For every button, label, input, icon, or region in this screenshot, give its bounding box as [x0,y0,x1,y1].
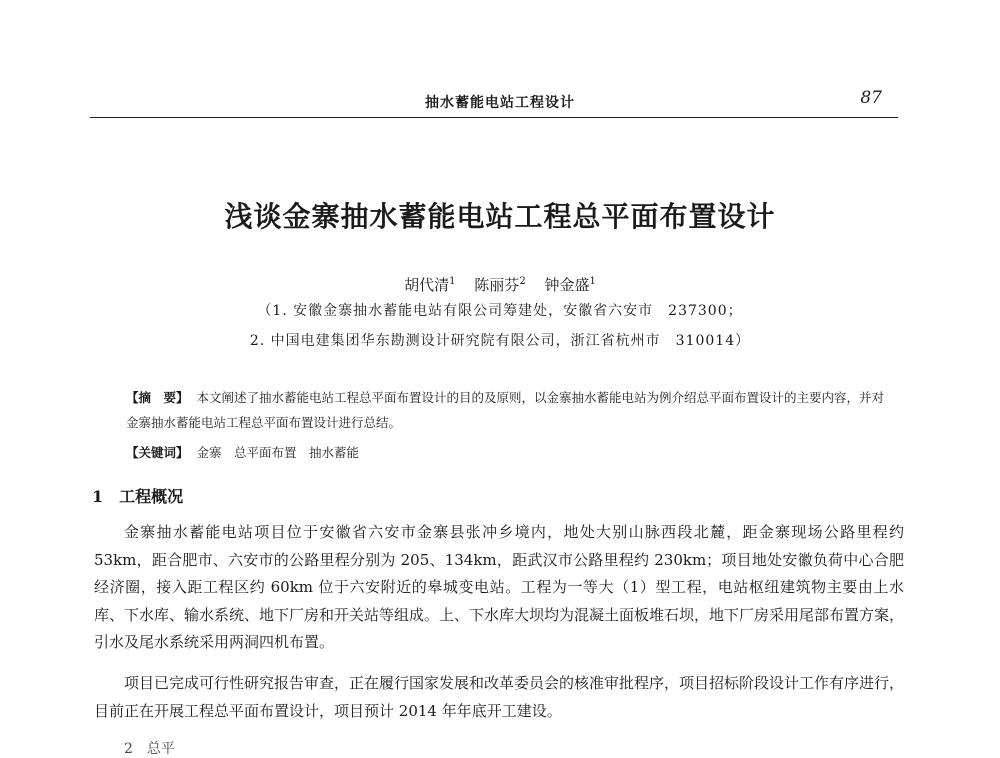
author-affiliation-marker: 1 [449,276,456,287]
running-title: 抽水蓄能电站工程设计 [425,95,575,111]
body-paragraph: 金寨抽水蓄能电站项目位于安徽省六安市金寨县张冲乡境内，地处大别山脉西段北麓，距金寨现场公路里程约 53km，距合肥市、六安市的公路里程分别为 205、134km，距武汉市公路里程约 230km；项目地处安徽负荷中心合肥经济圈，接入距工程区约 60km 位于六安附近的皋城变电站。工程为一等大（1）型工程，电站枢纽建筑物主要由上水库、下水库、输水系统、地下厂房和开关站等组成。上、下水库大坝均为混凝土面板堆石坝，地下厂房采用尾部布置方案，引水及尾水系统采用两洞四机布置。 [94,523,905,651]
author-affiliation-marker: 1 [589,276,596,287]
author-affiliation-marker: 2 [519,276,526,287]
affiliation-2: 2. 中国电建集团华东勘测设计研究院有限公司，浙江省杭州市 310014） [249,333,751,349]
abstract-text: 本文阐述了抽水蓄能电站工程总平面布置设计的目的及原则，以金寨抽水蓄能电站为例介绍总平面布置设计的主要内容，并对金寨抽水蓄能电站工程总平面布置设计进行总结。 [126,390,885,430]
abstract-label: 【摘 要】 [126,390,189,405]
author-name: 陈丽芬 [474,276,520,294]
keywords-text: 金寨 总平面布置 抽水蓄能 [196,445,360,460]
section-number: 1 [92,487,104,506]
author-name: 钟金盛 [544,276,590,294]
body-paragraph: 项目已完成可行性研究报告审查，正在履行国家发展和改革委员会的核准审批程序，项目招标阶段设计工作有序进行，目前正在开展工程总平面布置设计，项目预计 2014 年年底开工建设。 [94,674,905,720]
keywords-label: 【关键词】 [126,445,189,460]
header-rule [90,117,898,118]
section-heading [92,484,183,507]
affiliation-1: （1. 安徽金寨抽水蓄能电站有限公司筹建处，安徽省六安市 237300； [257,303,743,319]
page-number: 87 [860,88,882,108]
article-title: 浅谈金寨抽水蓄能电站工程总平面布置设计 [224,200,776,233]
author-list [0,274,1000,295]
keywords [126,443,359,461]
section-title: 工程概况 [119,487,184,506]
author-name: 胡代清 [404,276,450,294]
next-section-heading-fragment: 2 总平 [124,741,175,757]
abstract [126,385,886,435]
